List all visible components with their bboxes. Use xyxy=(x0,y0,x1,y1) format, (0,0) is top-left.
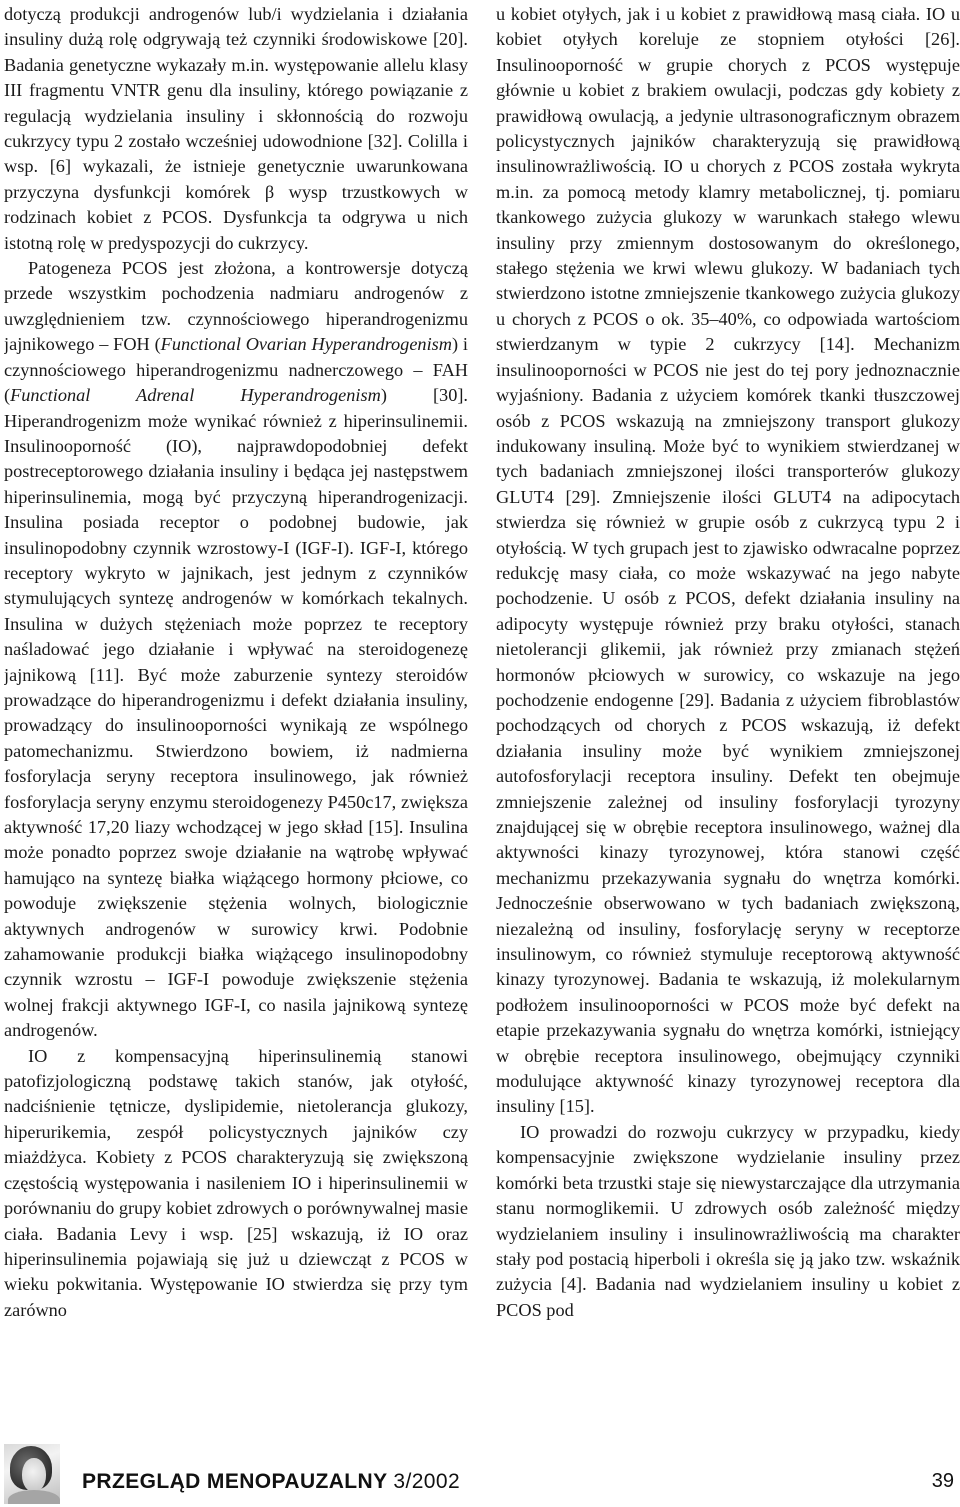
journal-issue: 3/2002 xyxy=(393,1470,461,1493)
journal-title xyxy=(82,1470,460,1494)
left-column xyxy=(4,2,468,1422)
journal-name: PRZEGLĄD MENOPAUZALNY xyxy=(82,1470,388,1493)
left-paragraph-3: IO z kompensacyjną hiperinsulinemią stanowi patofizjologiczną podstawę takich stanów, jak otyłość, nadciśnienie tętnicze, dyslipidemie, nietolerancja glukozy, hiperurikemia, zespół policystycznych jajników czy miażdżyca. Kobiety z PCOS charakteryzują się zwiększoną częstością występowania i nasileniem IO i hiperinsulinemii w porównaniu do grupy kobiet zdrowych o porównywalnej masie ciała. Badania Levy i wsp. [25] wskazują, iż IO oraz hiperinsulinemia pojawiają się już u dziewcząt z PCOS w wieku pokwitania. Występowanie IO stwierdza się przy tym zarówno xyxy=(4,1045,468,1320)
page-number: 39 xyxy=(931,1470,954,1492)
right-paragraph-2: IO prowadzi do rozwoju cukrzycy w przypadku, kiedy kompensacyjnie zwiększone wydzielanie insuliny przez komórki beta trzustki staje się niewystarczające dla utrzymania stanu normoglikemii. U zdrowych osób zależność między wydzielaniem insuliny i insulinowrażliwością ma charakter stały pod postacią hiperboli i określa się ją jako tzw. wskaźnik zużycia [4]. Badania nad wydzielaniem insuliny u kobiet z PCOS pod xyxy=(496,1121,960,1320)
right-paragraph-1: u kobiet otyłych, jak i u kobiet z prawidłową masą ciała. IO u kobiet otyłych koreluje ze stopniem otyłości [26]. Insulinooporność w grupie chorych z PCOS występuje głównie u kobiet z brakiem owulacji, podczas gdy kobiety z prawidłową owulacją, a jedynie ultrasonograficznym obrazem policystycznych jajników charakteryzują się prawidłową insulinowrażliwością. IO u chorych z PCOS została wykryta m.in. za pomocą metody klamry metabolicznej, tj. pomiaru tkankowego zużycia glukozy w warunkach stałego wlewu insuliny przy zmiennym dostosowanym do określonego, stałego stężenia we krwi wlewu glukozy. W badaniach tych stwierdzono istotne zmniejszenie tkankowego zużycia glukozy u chorych z PCOS o ok. 35–40%, co odpowiada wartościom stwierdzanym w typie 2 cukrzycy [14]. Mechanizm insulinooporności w PCOS nie jest do tej pory jednoznacznie wyjaśniony. Badania z użyciem komórek tkanki tłuszczowej osób z PCOS wskazują na zmniejszony transport glukozy indukowany insuliną. Może być to wynikiem stwierdzanej w tych badaniach zmniejszonej ilości transporterów glukozy GLUT4 [29]. Zmniejszenie ilości GLUT4 na adipocytach stwierdza się również w grupie osób z cukrzycą typu 2 i otyłością. W tych grupach jest to zjawisko odwracalne poprzez redukcję masy ciała, co może wskazywać na jego nabyte pochodzenie. U osób z PCOS, defekt działania insuliny na adipocyty występuje również przy braku otyłości, stanach nietolerancji glikemii, jak również przy zmianach stężeń hormonów płciowych w surowicy, co wskazuje na jego pochodzenie endogenne [29]. Badania z użyciem fibroblastów pochodzących od chorych z PCOS wskazują, iż defekt działania insuliny może być wynikiem zmniejszonej autofosforylacji receptora insuliny. Defekt ten obejmuje zmniejszenie zależnej od insuliny fosforylacji tyrozyny znajdującej się w obrębie receptora insulinowego, ważnej dla aktywności kinazy tyrozynowej, która stanowi część mechanizmu przekazywania sygnału do wnętrza komórki. Jednocześnie obserwowano w tych badaniach zwiększoną, niezależną od insuliny, fosforylację seryny w receptorze insulinowym, co również stymuluje receptorową aktywność kinazy tyrozynowej. Badania te wskazują, iż molekularnym podłożem insulinooporności w PCOS może być defekt na etapie przekazywania sygnału do wnętrza komórki, istniejący w obrębie receptora insulinowego, obejmujący czynniki modulujące aktywność kinazy tyrozynowej receptora dla insuliny [15]. xyxy=(496,4,960,1117)
left-paragraph-2: Patogeneza PCOS jest złożona, a kontrowersje dotyczą przede wszystkim pochodzenia nadmiaru androgenów z uwzględnieniem tzw. czynnościowego hiperandrogenizmu jajnikowego – FOH (Functional Ovarian Hyperandrogenism) i czynnościowego hiperandrogenizmu nadnerczowego – FAH (Functional Adrenal Hyperandrogenism) [30]. Hiperandrogenizm może wynikać również z hiperinsulinemii. Insulinooporność (IO), najprawdopodobniej defekt postreceptorowego działania insuliny i będąca jej następstwem hiperinsulinemia, mogą być przyczyną hiperandrogenizacji. Insulina posiada receptor o podobnej budowie, jak insulinopodobny czynnik wzrostowy-I (IGF-I). IGF-I, którego receptory wykryto w jajnikach, jest jednym z czynników stymulujących syntezę androgenów w komórkach tekalnych. Insulina w dużych stężeniach może poprzez te receptory naśladować jego działanie i wpływać na steroidogenezę jajnikową [11]. Być może zaburzenie syntezy steroidów prowadzące do hiperandrogenizmu i defekt działania insuliny, prowadzący do insulinooporności wynikają ze wspólnego patomechanizmu. Stwierdzono bowiem, iż nadmierna fosforylacja seryny receptora insulinowego, jak również fosforylacja seryny enzymu steroidogenezy P450c17, zwiększa aktywność 17,20 liazy wchodzącej w jego skład [15]. Insulina może ponadto poprzez swoje działanie na wątrobę wpływać hamująco na syntezę białka wiążącego hormony płciowe, co powoduje zwiększenie stężenia wolnych, biologicznie aktywnych androgenów w surowicy krwi. Podobnie zahamowanie produkcji białka wiążącego insulinopodobny czynnik wzrostu – IGF-I powoduje zwiększenie stężenia wolnej frakcji aktywnego IGF-I, co nasila jajnikową syntezę androgenów. xyxy=(4,258,468,1041)
right-column xyxy=(496,2,960,1422)
woman-portrait-thumbnail-icon xyxy=(4,1444,60,1504)
page-footer xyxy=(0,1440,960,1507)
left-paragraph-1: dotyczą produkcji androgenów lub/i wydzielania i działania insuliny dużą rolę odgrywają też czynniki środowiskowe [20]. Badania genetyczne wykazały m.in. występowanie allelu klasy III fragmentu VNTR genu dla insuliny, którego powiązanie z regulacją wydzielania insuliny i skłonnością do rozwoju cukrzycy typu 2 zostało wcześniej udowodnione [32]. Colilla i wsp. [6] wykazali, że istnieje genetycznie uwarunkowana przyczyna dysfunkcji komórek β wysp trzustkowych w rodzinach kobiet z PCOS. Dysfunkcja ta odgrywa u nich istotną rolę w predyspozycji do cukrzycy. xyxy=(4,4,468,253)
